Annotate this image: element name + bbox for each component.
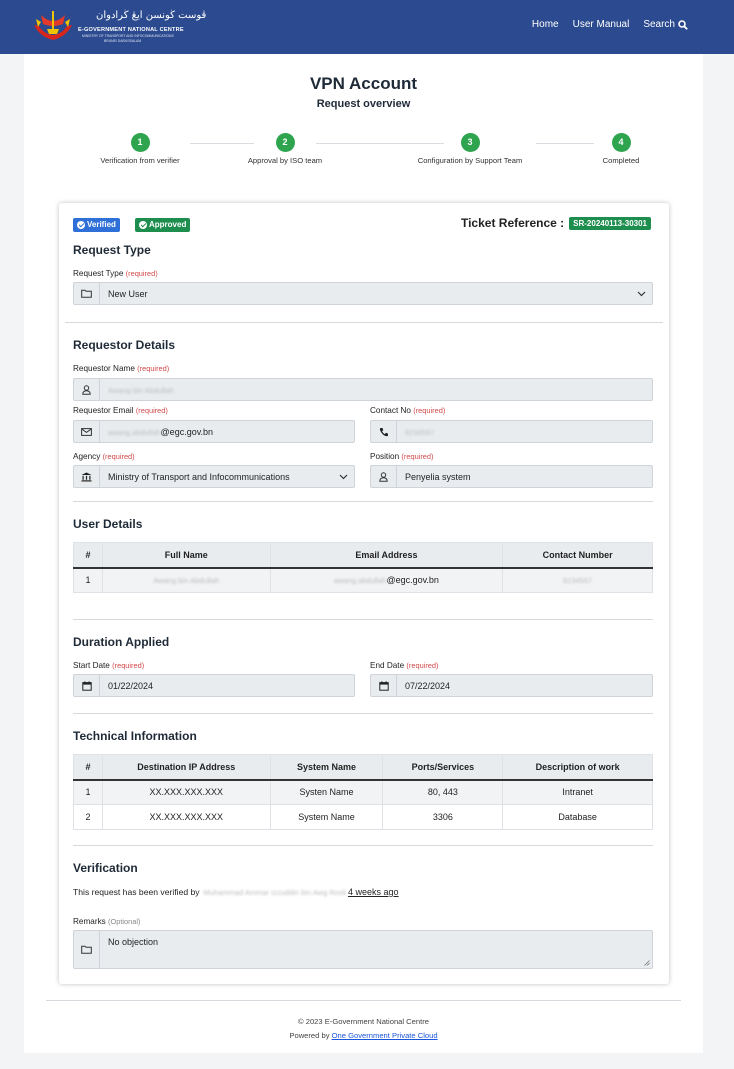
verification-text: This request has been verified by	[73, 887, 200, 897]
position-label	[370, 452, 433, 461]
end-date-value: 07/22/2024	[405, 680, 451, 691]
envelope-icon	[74, 421, 100, 442]
destination-ip: XX.XXX.XXX.XXX	[102, 805, 270, 830]
step-label: Verification from verifier	[100, 156, 180, 165]
check-circle-icon	[77, 221, 85, 229]
field-label-text: Requestor Name	[73, 364, 135, 373]
logo-arabic-text: ڤوست ڬونسن ايڠ ڬرادوان	[96, 10, 207, 21]
calendar-icon	[74, 675, 100, 696]
building-columns-icon	[74, 466, 100, 487]
logo-ministry: MINISTRY OF TRANSPORT AND INFOCOMMUNICATIONS	[82, 34, 174, 38]
description-of-work: Database	[503, 805, 653, 830]
ticket-number: SR-20240113-30301	[569, 217, 651, 230]
step-label: Configuration by Support Team	[417, 156, 523, 165]
approved-badge	[135, 218, 190, 232]
position-value: Penyelia system	[405, 471, 471, 482]
ticket-reference	[461, 216, 651, 230]
field-label-text: Remarks	[73, 917, 106, 926]
resize-grip-icon[interactable]	[644, 960, 650, 966]
footer-divider	[46, 1000, 681, 1001]
start-date-label	[73, 661, 144, 670]
remarks-textarea[interactable]	[73, 930, 653, 969]
requestor-email-local: awang.abdullah	[108, 427, 161, 437]
main-nav	[532, 19, 688, 30]
chevron-down-icon	[630, 291, 652, 297]
step-completed	[551, 133, 691, 165]
request-card	[59, 203, 669, 984]
logo-country: BRUNEI DARUSSALAM	[104, 38, 142, 43]
required-marker: (required)	[112, 661, 145, 670]
start-date-field[interactable]	[73, 674, 355, 697]
required-marker: (required)	[125, 269, 158, 278]
user-details-table	[73, 542, 653, 593]
crest-icon	[32, 9, 74, 45]
section-user-details-heading: User Details	[73, 517, 143, 531]
field-label-text: Request Type	[73, 269, 124, 278]
field-label-text: Start Date	[73, 661, 110, 670]
position-field[interactable]	[370, 465, 653, 488]
requestor-name-field[interactable]	[73, 378, 653, 401]
footer-ogpc-link[interactable]: One Government Private Cloud	[331, 1031, 438, 1040]
divider	[65, 322, 663, 323]
user-icon	[371, 466, 397, 487]
column-header: Ports/Services	[383, 755, 503, 780]
step-number: 4	[612, 133, 631, 152]
footer-powered	[24, 1031, 703, 1040]
logo-name: E-GOVERNMENT NATIONAL CENTRE	[78, 27, 184, 33]
column-header: #	[74, 543, 103, 568]
step-number: 2	[276, 133, 295, 152]
section-requestor-heading: Requestor Details	[73, 338, 176, 352]
step-number: 3	[461, 133, 480, 152]
step-label: Approval by ISO team	[247, 156, 323, 165]
step-verification	[70, 133, 210, 165]
required-marker: (required)	[137, 364, 170, 373]
search-icon	[678, 20, 688, 30]
requestor-email-label	[73, 406, 168, 415]
remarks-label	[73, 917, 141, 926]
end-date-field[interactable]	[370, 674, 653, 697]
column-header: Email Address	[270, 543, 503, 568]
row-number: 2	[74, 805, 103, 830]
agency-select[interactable]	[73, 465, 355, 488]
requestor-name-label	[73, 364, 169, 373]
nav-search-link[interactable]	[643, 19, 688, 30]
step-label: Completed	[602, 156, 640, 165]
column-header: Contact Number	[503, 543, 653, 568]
verified-badge	[73, 218, 120, 232]
description-of-work: Intranet	[503, 780, 653, 805]
footer-powered-text: Powered by	[289, 1031, 330, 1040]
verifier-name: Muhammad Ammar Izzuddin bin Awg Rosli	[203, 887, 347, 897]
egnc-logo[interactable]	[32, 9, 212, 45]
user-full-name: Awang bin Abdullah	[153, 576, 220, 586]
field-label-text: Requestor Email	[73, 406, 134, 415]
user-email-domain: @egc.gov.bn	[386, 575, 439, 586]
section-duration-heading: Duration Applied	[73, 635, 170, 649]
step-approval	[215, 133, 355, 165]
divider	[73, 501, 653, 502]
ticket-label: Ticket Reference :	[460, 216, 565, 230]
contact-no-label	[370, 406, 445, 415]
divider	[73, 619, 653, 620]
footer-copyright: © 2023 E-Government National Centre	[298, 1017, 429, 1026]
page-subtitle: Request overview	[316, 98, 411, 110]
divider	[73, 713, 653, 714]
approved-badge-label: Approved	[149, 220, 187, 229]
table-row	[74, 568, 653, 593]
required-marker: (required)	[406, 661, 439, 670]
column-header: Destination IP Address	[102, 755, 270, 780]
column-header: System Name	[270, 755, 383, 780]
required-marker: (required)	[401, 452, 434, 461]
required-marker: (required)	[102, 452, 135, 461]
required-marker: (required)	[413, 406, 446, 415]
user-contact: 8234567	[563, 576, 593, 586]
column-header: #	[74, 755, 103, 780]
field-label-text: End Date	[370, 661, 405, 670]
optional-marker: (Optional)	[108, 917, 141, 926]
technical-info-table	[73, 754, 653, 830]
page-title: VPN Account	[309, 74, 418, 93]
calendar-icon	[371, 675, 397, 696]
start-date-value: 01/22/2024	[108, 680, 154, 691]
request-type-select[interactable]	[73, 282, 653, 305]
required-marker: (required)	[135, 406, 168, 415]
destination-ip: XX.XXX.XXX.XXX	[102, 780, 270, 805]
user-email-local: awang.abdullah	[333, 576, 387, 586]
top-navbar	[0, 0, 734, 54]
requestor-email-field[interactable]	[73, 420, 355, 443]
field-label-text: Agency	[73, 452, 101, 461]
ports-services: 80, 443	[383, 780, 503, 805]
table-row	[74, 805, 653, 830]
nav-home-link[interactable]: Home	[531, 19, 559, 30]
section-request-type-heading: Request Type	[73, 243, 151, 257]
table-row	[74, 780, 653, 805]
column-header: Description of work	[503, 755, 653, 780]
verified-time[interactable]: 4 weeks ago	[348, 887, 399, 897]
requestor-email-domain: @egc.gov.bn	[160, 426, 214, 437]
request-type-label	[73, 269, 158, 278]
user-icon	[74, 379, 100, 400]
request-type-value: New User	[108, 288, 148, 299]
remarks-value: No objection	[108, 937, 159, 947]
page-container	[24, 54, 703, 1053]
section-verification-heading: Verification	[73, 861, 138, 875]
nav-manual-link[interactable]: User Manual	[572, 19, 630, 30]
end-date-label	[370, 661, 438, 670]
check-circle-icon	[139, 221, 147, 229]
column-header: Full Name	[102, 543, 270, 568]
nav-search-label: Search	[643, 19, 675, 30]
divider	[73, 845, 653, 846]
verified-badge-label: Verified	[87, 220, 116, 229]
row-number: 1	[74, 568, 103, 593]
contact-no-field[interactable]	[370, 420, 653, 443]
step-configuration	[400, 133, 540, 165]
folder-icon	[74, 283, 100, 304]
chevron-down-icon	[332, 474, 354, 480]
verification-statement	[73, 887, 399, 897]
requestor-name-value: Awang bin Abdullah	[108, 385, 174, 395]
folder-icon	[74, 931, 100, 968]
field-label-text: Position	[370, 452, 400, 461]
system-name: Systen Name	[270, 780, 383, 805]
step-number: 1	[131, 133, 150, 152]
agency-label	[73, 452, 135, 461]
ports-services: 3306	[383, 805, 503, 830]
agency-value: Ministry of Transport and Infocommunications	[108, 471, 290, 482]
contact-no-value: 8234567	[405, 427, 435, 437]
row-number: 1	[74, 780, 103, 805]
system-name: System Name	[270, 805, 383, 830]
section-technical-heading: Technical Information	[73, 729, 197, 743]
phone-icon	[371, 421, 397, 442]
field-label-text: Contact No	[370, 406, 411, 415]
